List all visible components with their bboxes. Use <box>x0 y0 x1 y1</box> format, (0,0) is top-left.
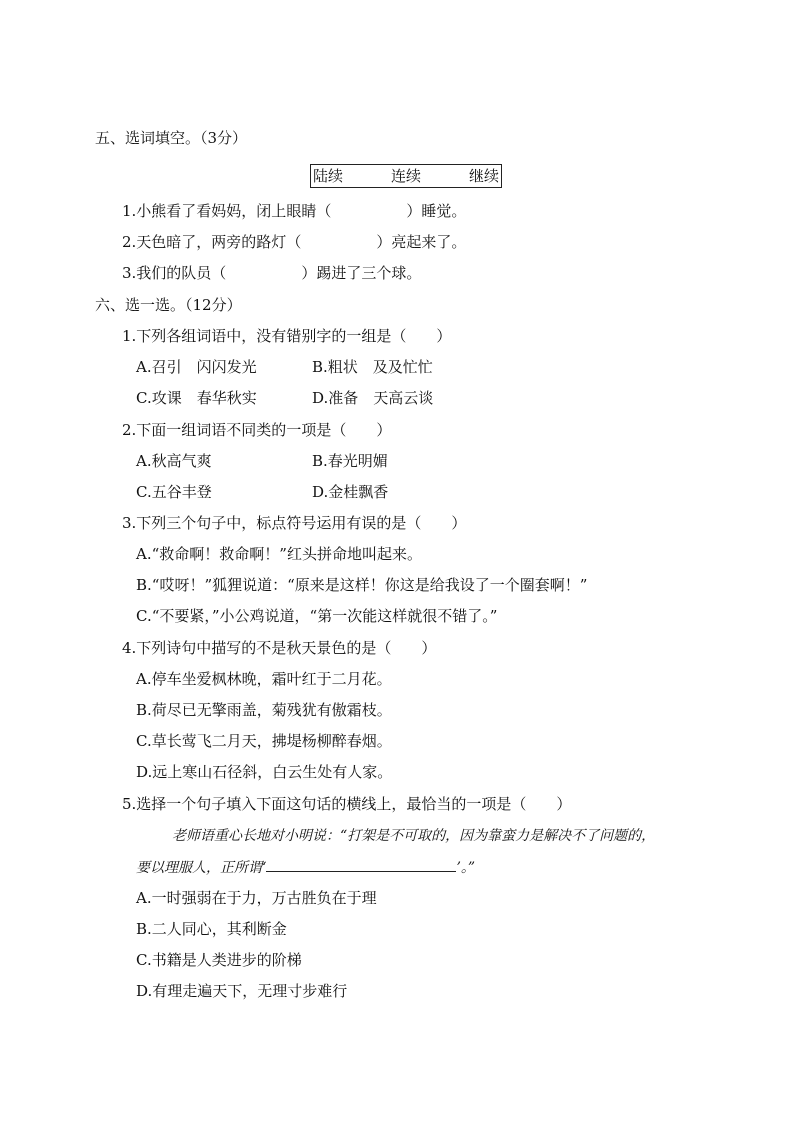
quote-line-1: 老师语重心长地对小明说：“打架是不可取的，因为靠蛮力是解决不了问题的， <box>172 828 656 844</box>
option-5c: C.书籍是人类进步的阶梯 <box>136 951 302 969</box>
option-2c: C.五谷丰登 <box>136 483 212 501</box>
option-1a: A.召引 闪闪发光 <box>136 358 257 376</box>
question-4: 4.下列诗句中描写的不是秋天景色的是（ ） <box>122 639 437 657</box>
option-2a: A.秋高气爽 <box>136 452 212 470</box>
option-2d: D.金桂飘香 <box>312 483 389 501</box>
word-option: 继续 <box>469 167 500 185</box>
option-3b: B.“哎呀！”狐狸说道：“原来是这样！你这是给我设了一个圈套啊！” <box>136 576 588 594</box>
question-3: 3.下列三个句子中，标点符号运用有误的是（ ） <box>122 514 467 532</box>
question-1: 1.下列各组词语中，没有错别字的一组是（ ） <box>122 327 452 345</box>
quote-line-2 <box>136 857 475 878</box>
option-3c: C.“不要紧，”小公鸡说道，“第一次能这样就很不错了。” <box>136 607 498 625</box>
option-1b: B.粗状 及及忙忙 <box>312 358 433 376</box>
word-box <box>310 164 502 188</box>
fill-item-1: 1.小熊看了看妈妈，闭上眼睛（ ）睡觉。 <box>122 202 467 220</box>
question-2: 2.下面一组词语不同类的一项是（ ） <box>122 421 392 439</box>
fill-item-3: 3.我们的队员（ ）踢进了三个球。 <box>122 264 422 282</box>
option-5b: B.二人同心，其利断金 <box>136 920 287 938</box>
option-4d: D.远上寒山石径斜，白云生处有人家。 <box>136 763 393 781</box>
answer-blank[interactable] <box>266 857 456 872</box>
section-6-title: 六、选一选。（12分） <box>95 296 242 314</box>
option-1c: C.攻课 春华秋实 <box>136 389 257 407</box>
option-1d: D.准备 天高云谈 <box>312 389 434 407</box>
option-4a: A.停车坐爱枫林晚，霜叶红于二月花。 <box>136 670 392 688</box>
section-5-title: 五、选词填空。（3分） <box>95 129 248 147</box>
option-4b: B.荷尽已无擎雨盖，菊残犹有傲霜枝。 <box>136 701 392 719</box>
fill-item-2: 2.天色暗了，两旁的路灯（ ）亮起来了。 <box>122 233 467 251</box>
word-option: 陆续 <box>313 167 344 185</box>
option-2b: B.春光明媚 <box>312 452 388 470</box>
option-4c: C.草长莺飞二月天，拂堤杨柳醉春烟。 <box>136 732 392 750</box>
question-5: 5.选择一个句子填入下面这句话的横线上，最恰当的一项是（ ） <box>122 795 572 813</box>
option-5a: A.一时强弱在于力，万古胜负在于理 <box>136 889 377 907</box>
word-option: 连续 <box>391 167 422 185</box>
option-5d: D.有理走遍天下，无理寸步难行 <box>136 982 348 1000</box>
quote-line-2-end: ’。” <box>456 860 476 876</box>
option-3a: A.“救命啊！救命啊！”红头拼命地叫起来。 <box>136 545 422 563</box>
quote-line-2-start: 要以理服人，正所谓‘ <box>136 860 267 876</box>
